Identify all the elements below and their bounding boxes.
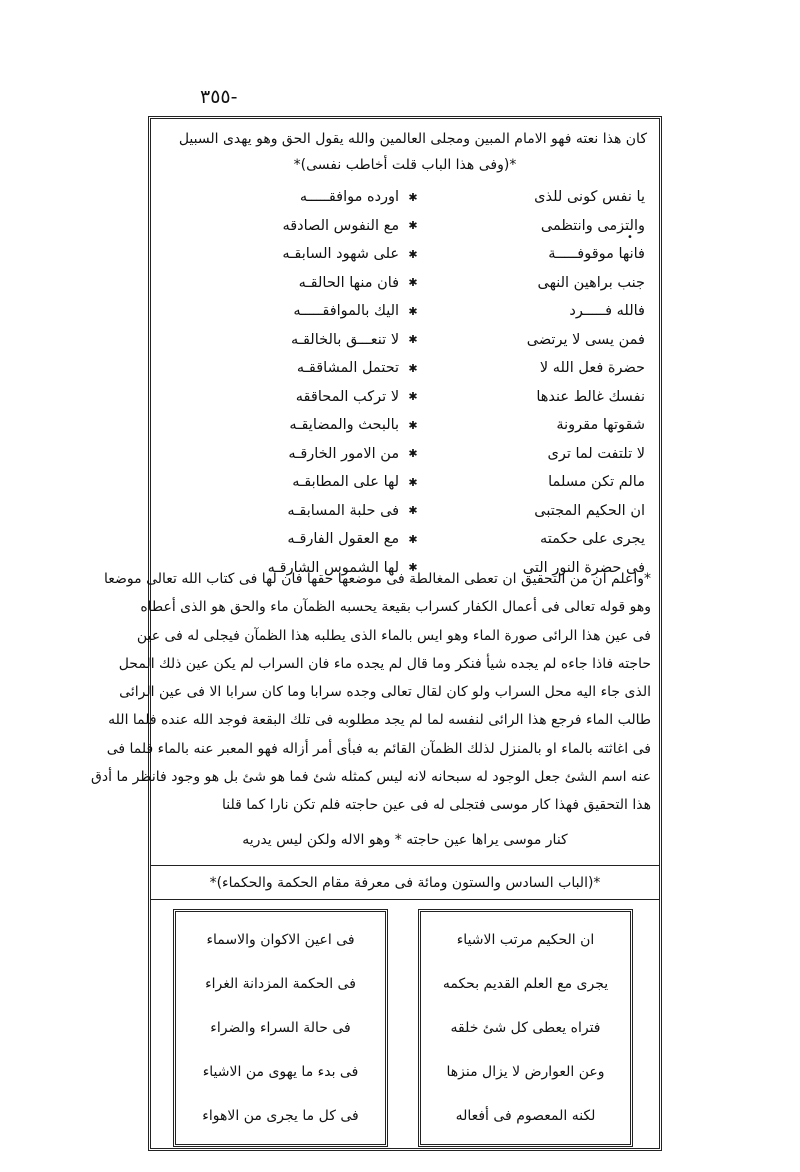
star-separator: ✱ bbox=[408, 561, 418, 575]
prose-line: الذى جاء اليه محل السراب ولو كان لقال تعالى وجده سرابا وما كان سرابا الا فى عين الرائى bbox=[119, 684, 651, 701]
poem-line: فى اعين الاكوان والاسماء bbox=[206, 932, 355, 948]
verse-row bbox=[181, 269, 645, 298]
star-separator: ✱ bbox=[408, 219, 418, 233]
page-number: -٣٥٥ bbox=[200, 86, 238, 108]
section-divider-bottom bbox=[151, 899, 659, 900]
poem-line: يجرى مع العلم القديم بحكمه bbox=[442, 976, 609, 992]
verse-row bbox=[181, 497, 645, 526]
verse-second-hemistich: بالبحث والمضايقـه bbox=[289, 417, 400, 434]
verse-first-hemistich: شقوتها مقرونة bbox=[556, 417, 645, 434]
prose-line: وهو قوله تعالى فى أعمال الكفار كسراب بقيعة يحسبه الظمآن ماء والحق هو الذى أعطاه bbox=[140, 599, 651, 616]
poem-line: فى بدء ما يهوى من الاشياء bbox=[202, 1064, 359, 1080]
verse-row bbox=[181, 411, 645, 440]
poem-verses bbox=[181, 183, 645, 582]
star-separator: ✱ bbox=[408, 276, 418, 290]
verse-row bbox=[181, 354, 645, 383]
verse-second-hemistich: من الامور الخارقـه bbox=[288, 445, 400, 462]
verse-first-hemistich: يا نفس كونى للذى bbox=[534, 189, 645, 206]
verse-row bbox=[181, 297, 645, 326]
poem-line: لكنه المعصوم فى أفعاله bbox=[455, 1108, 596, 1124]
verse-row bbox=[181, 212, 645, 241]
intro-line: كان هذا نعته فهو الامام المبين ومجلى العالمين والله يقول الحق وهو يهدى السبيل bbox=[178, 131, 647, 147]
verse-second-hemistich: اليك بالموافقـــــه bbox=[293, 303, 400, 320]
prose-line: *واعلم ان من التحقيق ان تعطى المغالطة فى موضعها حقها فان لها فى كتاب الله تعالى موضعا bbox=[104, 571, 651, 587]
star-separator: ✱ bbox=[408, 361, 418, 375]
star-separator: ✱ bbox=[408, 504, 418, 518]
prose-line: حاجته فاذا جاءه لم يجده شيأ فنكر وما قال لم يجده ماء فان السراب لم يكن عين ذلك المحل bbox=[118, 655, 651, 672]
closing-verse: كنار موسى يراها عين حاجته * وهو الاله ولكن ليس يدريه bbox=[242, 832, 568, 848]
verse-first-hemistich: يجرى على حكمته bbox=[539, 531, 645, 548]
verse-first-hemistich: لا تلتفت لما ترى bbox=[547, 445, 645, 462]
poem-line: فى كل ما يجرى من الاهواء bbox=[202, 1108, 359, 1124]
poem-line: وعن العوارض لا يزال منزها bbox=[446, 1064, 605, 1080]
verse-second-hemistich: فى حلبة المسابقـه bbox=[287, 502, 400, 519]
star-separator: ✱ bbox=[408, 532, 418, 546]
verse-second-hemistich: لا تنعـــق بالخالقـه bbox=[290, 331, 400, 348]
verse-second-hemistich: تحتمل المشاققـه bbox=[296, 360, 400, 377]
poem-line: فى الحكمة المزدانة الغراء bbox=[205, 976, 356, 992]
verse-row bbox=[181, 440, 645, 469]
section-divider-top bbox=[151, 865, 659, 866]
verse-first-hemistich: نفسك غالط عندها bbox=[536, 388, 645, 405]
prose-line: طالب الماء فرجع هذا الرائى لنفسه لما لم يجد مطلوبه فى تلك البقعة فوجد الله عنده فلما الله bbox=[108, 712, 651, 729]
verse-second-hemistich: اورده موافقـــــه bbox=[299, 189, 400, 206]
star-separator: ✱ bbox=[408, 190, 418, 204]
verse-row bbox=[181, 240, 645, 269]
section-subheading: *(وفى هذا الباب قلت أخاطب نفسى)* bbox=[293, 157, 517, 173]
verse-row bbox=[181, 326, 645, 355]
poem-box-right bbox=[418, 909, 633, 1147]
verse-second-hemistich: مع النفوس الصادقه bbox=[282, 217, 400, 234]
verse-second-hemistich: مع العقول الفارقـه bbox=[287, 531, 400, 548]
verse-second-hemistich: لا تركب المحاققه bbox=[295, 388, 400, 405]
prose-line: فى اغاثته بالماء او بالمنزل لذلك الظمآن القائم به فبأى أمر أزاله فهو المعبر عنه بالماء فلما فى bbox=[106, 740, 651, 757]
verse-first-hemistich: فانها موقوفـــــة bbox=[548, 246, 645, 263]
prose-line: عنه اسم الشئ جعل الوجود له سبحانه لانه ليس كمثله شئ فما هو شئ بل هو وجود فانظر ما أدق bbox=[91, 769, 651, 786]
prose-paragraph bbox=[91, 571, 651, 826]
verse-first-hemistich: جنب براهين النهى bbox=[537, 274, 645, 291]
margin-dot: • bbox=[627, 232, 633, 243]
verse-row bbox=[181, 525, 645, 554]
prose-line: فى عين هذا الرائى صورة الماء وهو ايس بالماء الذى يطلبه هذا الظمآن فيجلى له فى عين bbox=[136, 627, 651, 644]
verse-first-hemistich: فالله فـــــرد bbox=[569, 303, 645, 320]
poem-line: ان الحكيم مرتب الاشياء bbox=[456, 932, 595, 948]
verse-second-hemistich: على شهود السابقـه bbox=[282, 246, 400, 263]
star-separator: ✱ bbox=[408, 390, 418, 404]
poem-box-left bbox=[173, 909, 388, 1147]
verse-first-hemistich: حضرة فعل الله لا bbox=[539, 360, 645, 377]
verse-second-hemistich: لها الشموس الشارقـه bbox=[267, 559, 400, 576]
star-separator: ✱ bbox=[408, 447, 418, 461]
verse-first-hemistich: والتزمى وانتظمى bbox=[540, 217, 645, 234]
prose-line: هذا التحقيق فهذا كار موسى فتجلى له فى عين حاجته فلم تكن نارا كما قلنا bbox=[221, 797, 651, 814]
verse-second-hemistich: لها على المطابقـه bbox=[292, 474, 400, 491]
text-frame bbox=[91, 116, 662, 1151]
star-separator: ✱ bbox=[408, 304, 418, 318]
verse-row bbox=[181, 183, 645, 212]
star-separator: ✱ bbox=[408, 475, 418, 489]
poem-line: فى حالة السراء والضراء bbox=[210, 1020, 351, 1036]
star-separator: ✱ bbox=[408, 333, 418, 347]
verse-second-hemistich: فان منها الحالقـه bbox=[298, 274, 400, 291]
verse-first-hemistich: فى حضرة النور التى bbox=[522, 559, 645, 576]
verse-first-hemistich: مالم تكن مسلما bbox=[548, 474, 645, 491]
verse-first-hemistich: فمن يسى لا يرتضى bbox=[526, 331, 645, 348]
star-separator: ✱ bbox=[408, 418, 418, 432]
verse-first-hemistich: ان الحكيم المجتبى bbox=[534, 502, 645, 519]
poem-line: فتراه يعطى كل شئ خلقه bbox=[450, 1020, 601, 1036]
verse-row bbox=[181, 468, 645, 497]
chapter-title: *(الباب السادس والستون ومائة فى معرفة مقام الحكمة والحكماء)* bbox=[209, 875, 601, 891]
star-separator: ✱ bbox=[408, 247, 418, 261]
verse-row bbox=[181, 383, 645, 412]
